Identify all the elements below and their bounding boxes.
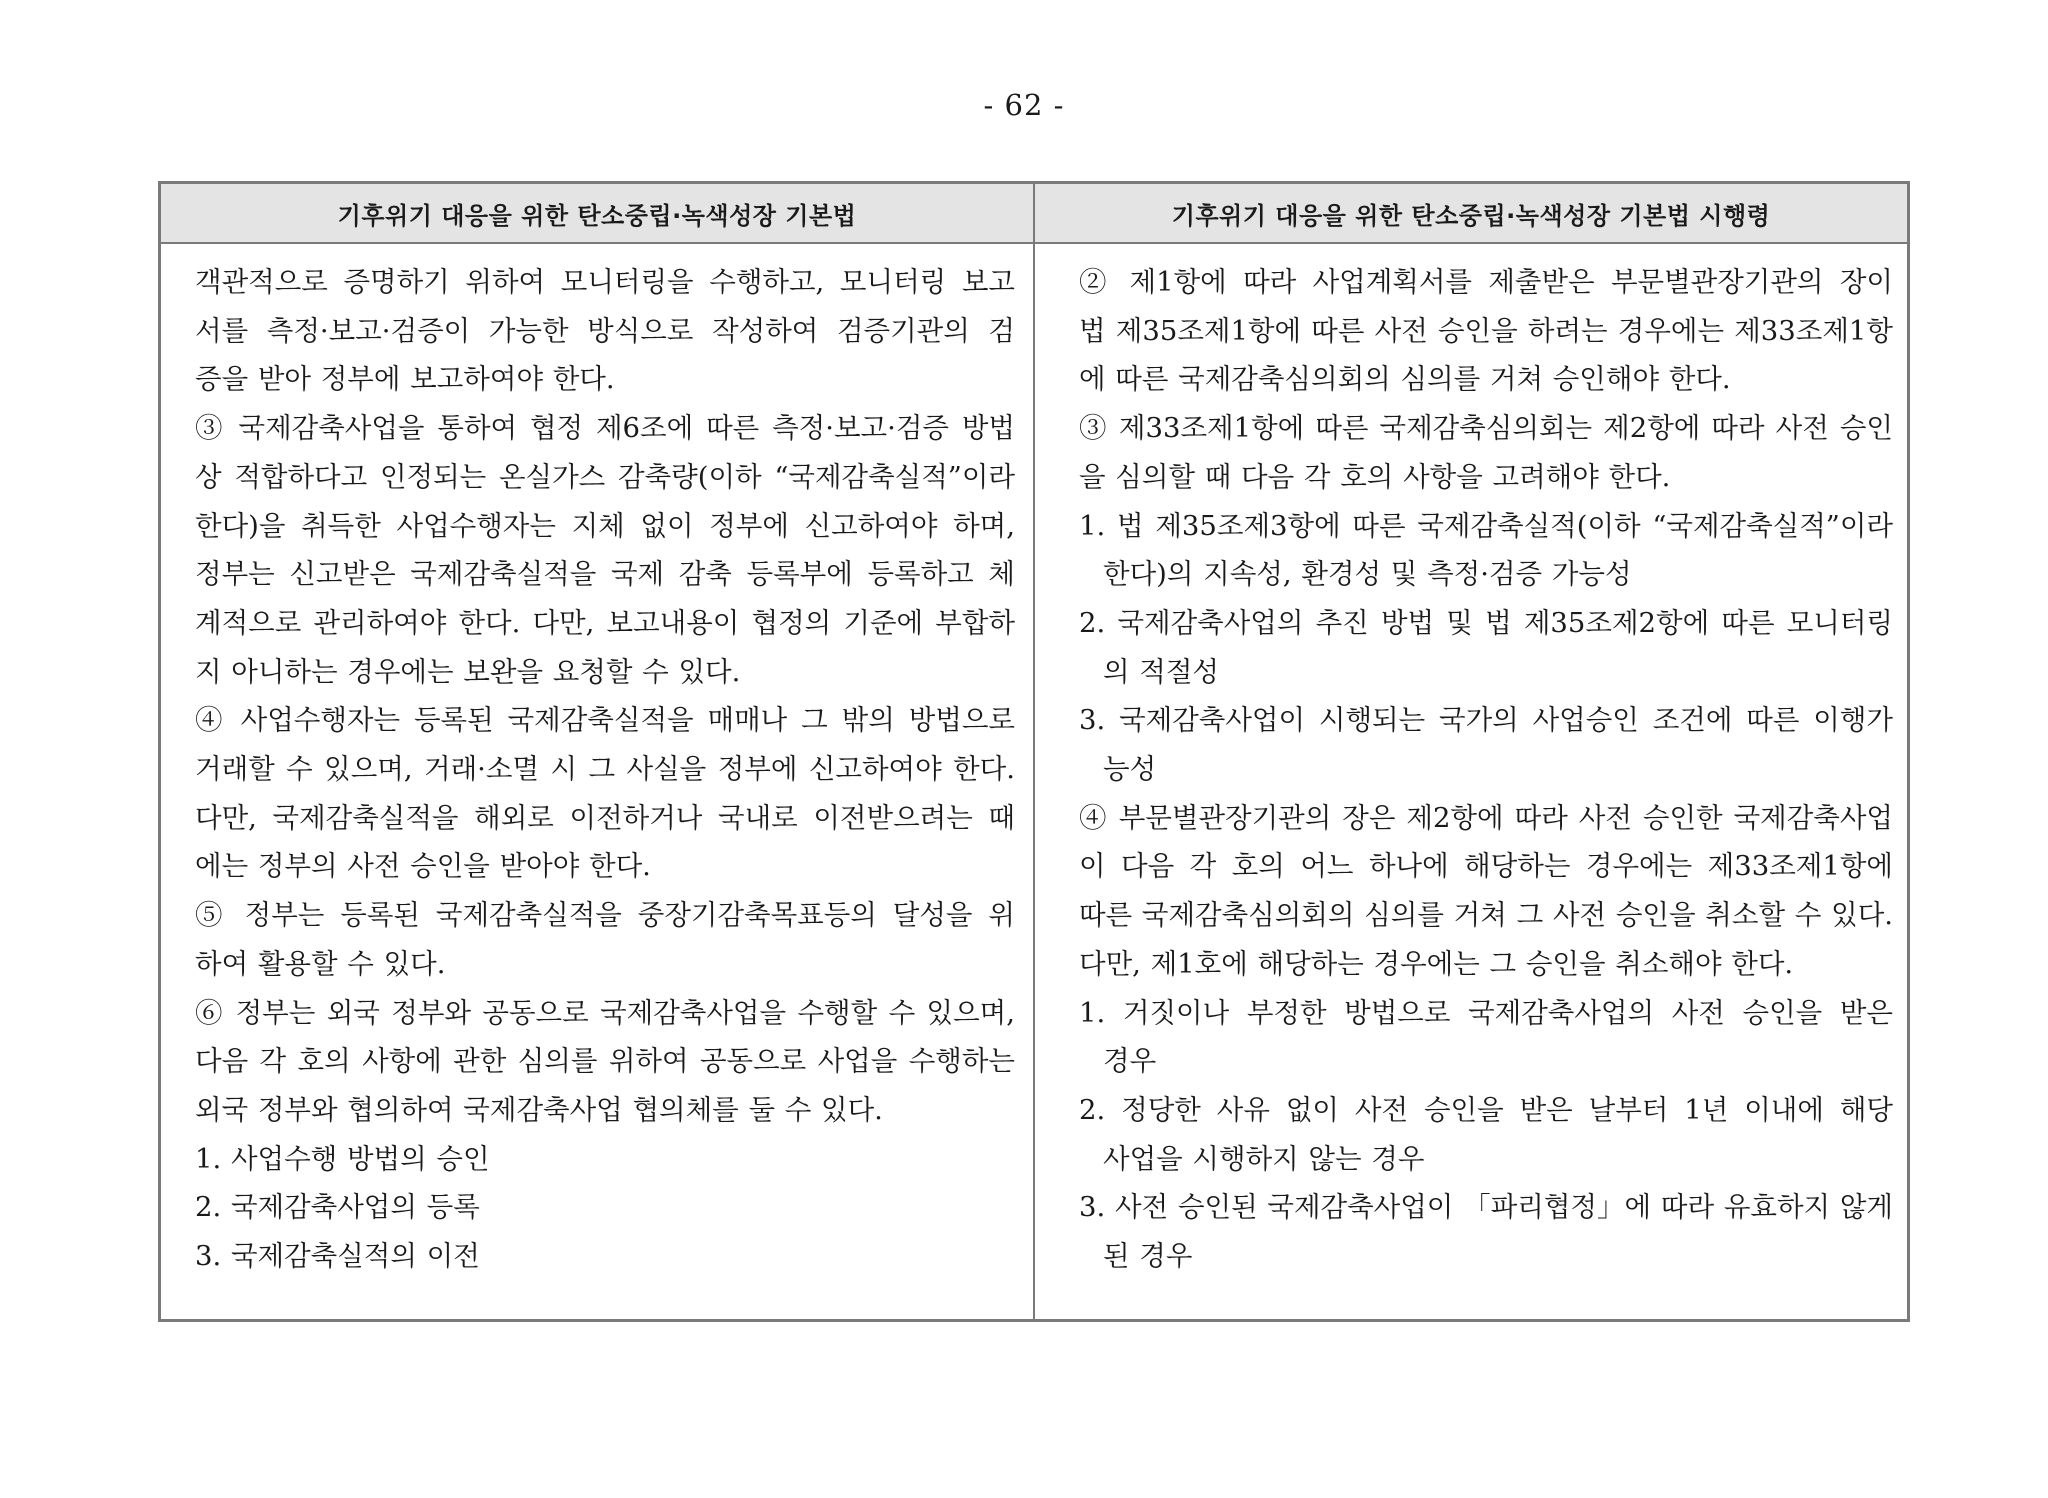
decree-text-column xyxy=(1035,244,1907,1319)
act-line: 지 아니하는 경우에는 보완을 요청할 수 있다. xyxy=(195,655,741,688)
act-line: 서를 측정·보고·검증이 가능한 방식으로 작성하여 검증기관의 검 xyxy=(195,314,1015,347)
act-text-column xyxy=(161,244,1035,1319)
act-list-item: 3. 국제감축실적의 이전 xyxy=(195,1240,480,1273)
act-line: ④ 사업수행자는 등록된 국제감축실적을 매매나 그 밖의 방법으로 xyxy=(195,704,1015,737)
decree-list-item: 1. 거짓이나 부정한 방법으로 국제감축사업의 사전 승인을 받은 xyxy=(1079,996,1893,1029)
act-line: 상 적합하다고 인정되는 온실가스 감축량(이하 “국제감축실적”이라 xyxy=(195,460,1015,493)
decree-list-item: 1. 법 제35조제3항에 따른 국제감축실적(이하 “국제감축실적”이라 xyxy=(1079,509,1893,542)
act-line: ③ 국제감축사업을 통하여 협정 제6조에 따른 측정·보고·검증 방법 xyxy=(195,412,1015,445)
decree-line: 에 따른 국제감축심의회의 심의를 거쳐 승인해야 한다. xyxy=(1079,363,1731,396)
decree-list-item: 3. 국제감축사업이 시행되는 국가의 사업승인 조건에 따른 이행가 xyxy=(1079,704,1893,737)
header-act: 기후위기 대응을 위한 탄소중립·녹색성장 기본법 xyxy=(161,184,1035,244)
decree-line: 이 다음 각 호의 어느 하나에 해당하는 경우에는 제33조제1항에 xyxy=(1079,850,1893,883)
act-line: 증을 받아 정부에 보고하여야 한다. xyxy=(195,363,615,396)
act-line: ⑤ 정부는 등록된 국제감축실적을 중장기감축목표등의 달성을 위 xyxy=(195,899,1015,932)
decree-line: 따른 국제감축심의회의 심의를 거쳐 그 사전 승인을 취소할 수 있다. xyxy=(1079,899,1893,932)
act-line: 계적으로 관리하여야 한다. 다만, 보고내용이 협정의 기준에 부합하 xyxy=(195,606,1015,639)
decree-list-item-cont: 의 적절성 xyxy=(1103,655,1220,688)
decree-list-item-cont: 능성 xyxy=(1103,753,1157,786)
act-line: 외국 정부와 협의하여 국제감축사업 협의체를 둘 수 있다. xyxy=(195,1093,883,1126)
law-comparison-table xyxy=(158,181,1910,1322)
act-line: 에는 정부의 사전 승인을 받아야 한다. xyxy=(195,850,651,883)
decree-line: 법 제35조제1항에 따른 사전 승인을 하려는 경우에는 제33조제1항 xyxy=(1079,314,1893,347)
decree-line: ③ 제33조제1항에 따른 국제감축심의회는 제2항에 따라 사전 승인 xyxy=(1079,412,1893,445)
act-line: 객관적으로 증명하기 위하여 모니터링을 수행하고, 모니터링 보고 xyxy=(195,266,1015,298)
act-list-item: 1. 사업수행 방법의 승인 xyxy=(195,1142,490,1175)
act-line: 하여 활용할 수 있다. xyxy=(195,947,446,980)
act-line: 거래할 수 있으며, 거래·소멸 시 그 사실을 정부에 신고하여야 한다. xyxy=(195,753,1015,786)
act-list-item: 2. 국제감축사업의 등록 xyxy=(195,1191,480,1224)
decree-line: ④ 부문별관장기관의 장은 제2항에 따라 사전 승인한 국제감축사업 xyxy=(1079,801,1893,834)
decree-list-item: 2. 국제감축사업의 추진 방법 및 법 제35조제2항에 따른 모니터링 xyxy=(1079,606,1893,639)
decree-list-item-cont: 된 경우 xyxy=(1103,1240,1193,1273)
decree-list-item-cont: 경우 xyxy=(1103,1045,1157,1078)
decree-list-item-cont: 사업을 시행하지 않는 경우 xyxy=(1103,1142,1425,1175)
decree-line: ② 제1항에 따라 사업계획서를 제출받은 부문별관장기관의 장이 xyxy=(1079,266,1893,298)
header-enforcement-decree: 기후위기 대응을 위한 탄소중립·녹색성장 기본법 시행령 xyxy=(1035,184,1907,244)
act-line: 한다)을 취득한 사업수행자는 지체 없이 정부에 신고하여야 하며, xyxy=(195,509,1015,542)
act-line: 다음 각 호의 사항에 관한 심의를 위하여 공동으로 사업을 수행하는 xyxy=(195,1045,1015,1078)
decree-list-item-cont: 한다)의 지속성, 환경성 및 측정·검증 가능성 xyxy=(1103,558,1632,591)
decree-line: 다만, 제1호에 해당하는 경우에는 그 승인을 취소해야 한다. xyxy=(1079,947,1794,980)
decree-line: 을 심의할 때 다음 각 호의 사항을 고려해야 한다. xyxy=(1079,460,1671,493)
act-line: 정부는 신고받은 국제감축실적을 국제 감축 등록부에 등록하고 체 xyxy=(195,558,1015,591)
act-line: ⑥ 정부는 외국 정부와 공동으로 국제감축사업을 수행할 수 있으며, xyxy=(195,996,1015,1029)
page-number: - 62 - xyxy=(983,88,1065,122)
act-line: 다만, 국제감축실적을 해외로 이전하거나 국내로 이전받으려는 때 xyxy=(195,801,1015,834)
decree-list-item: 3. 사전 승인된 국제감축사업이 「파리협정」에 따라 유효하지 않게 xyxy=(1079,1191,1893,1224)
decree-list-item: 2. 정당한 사유 없이 사전 승인을 받은 날부터 1년 이내에 해당 xyxy=(1079,1093,1893,1126)
